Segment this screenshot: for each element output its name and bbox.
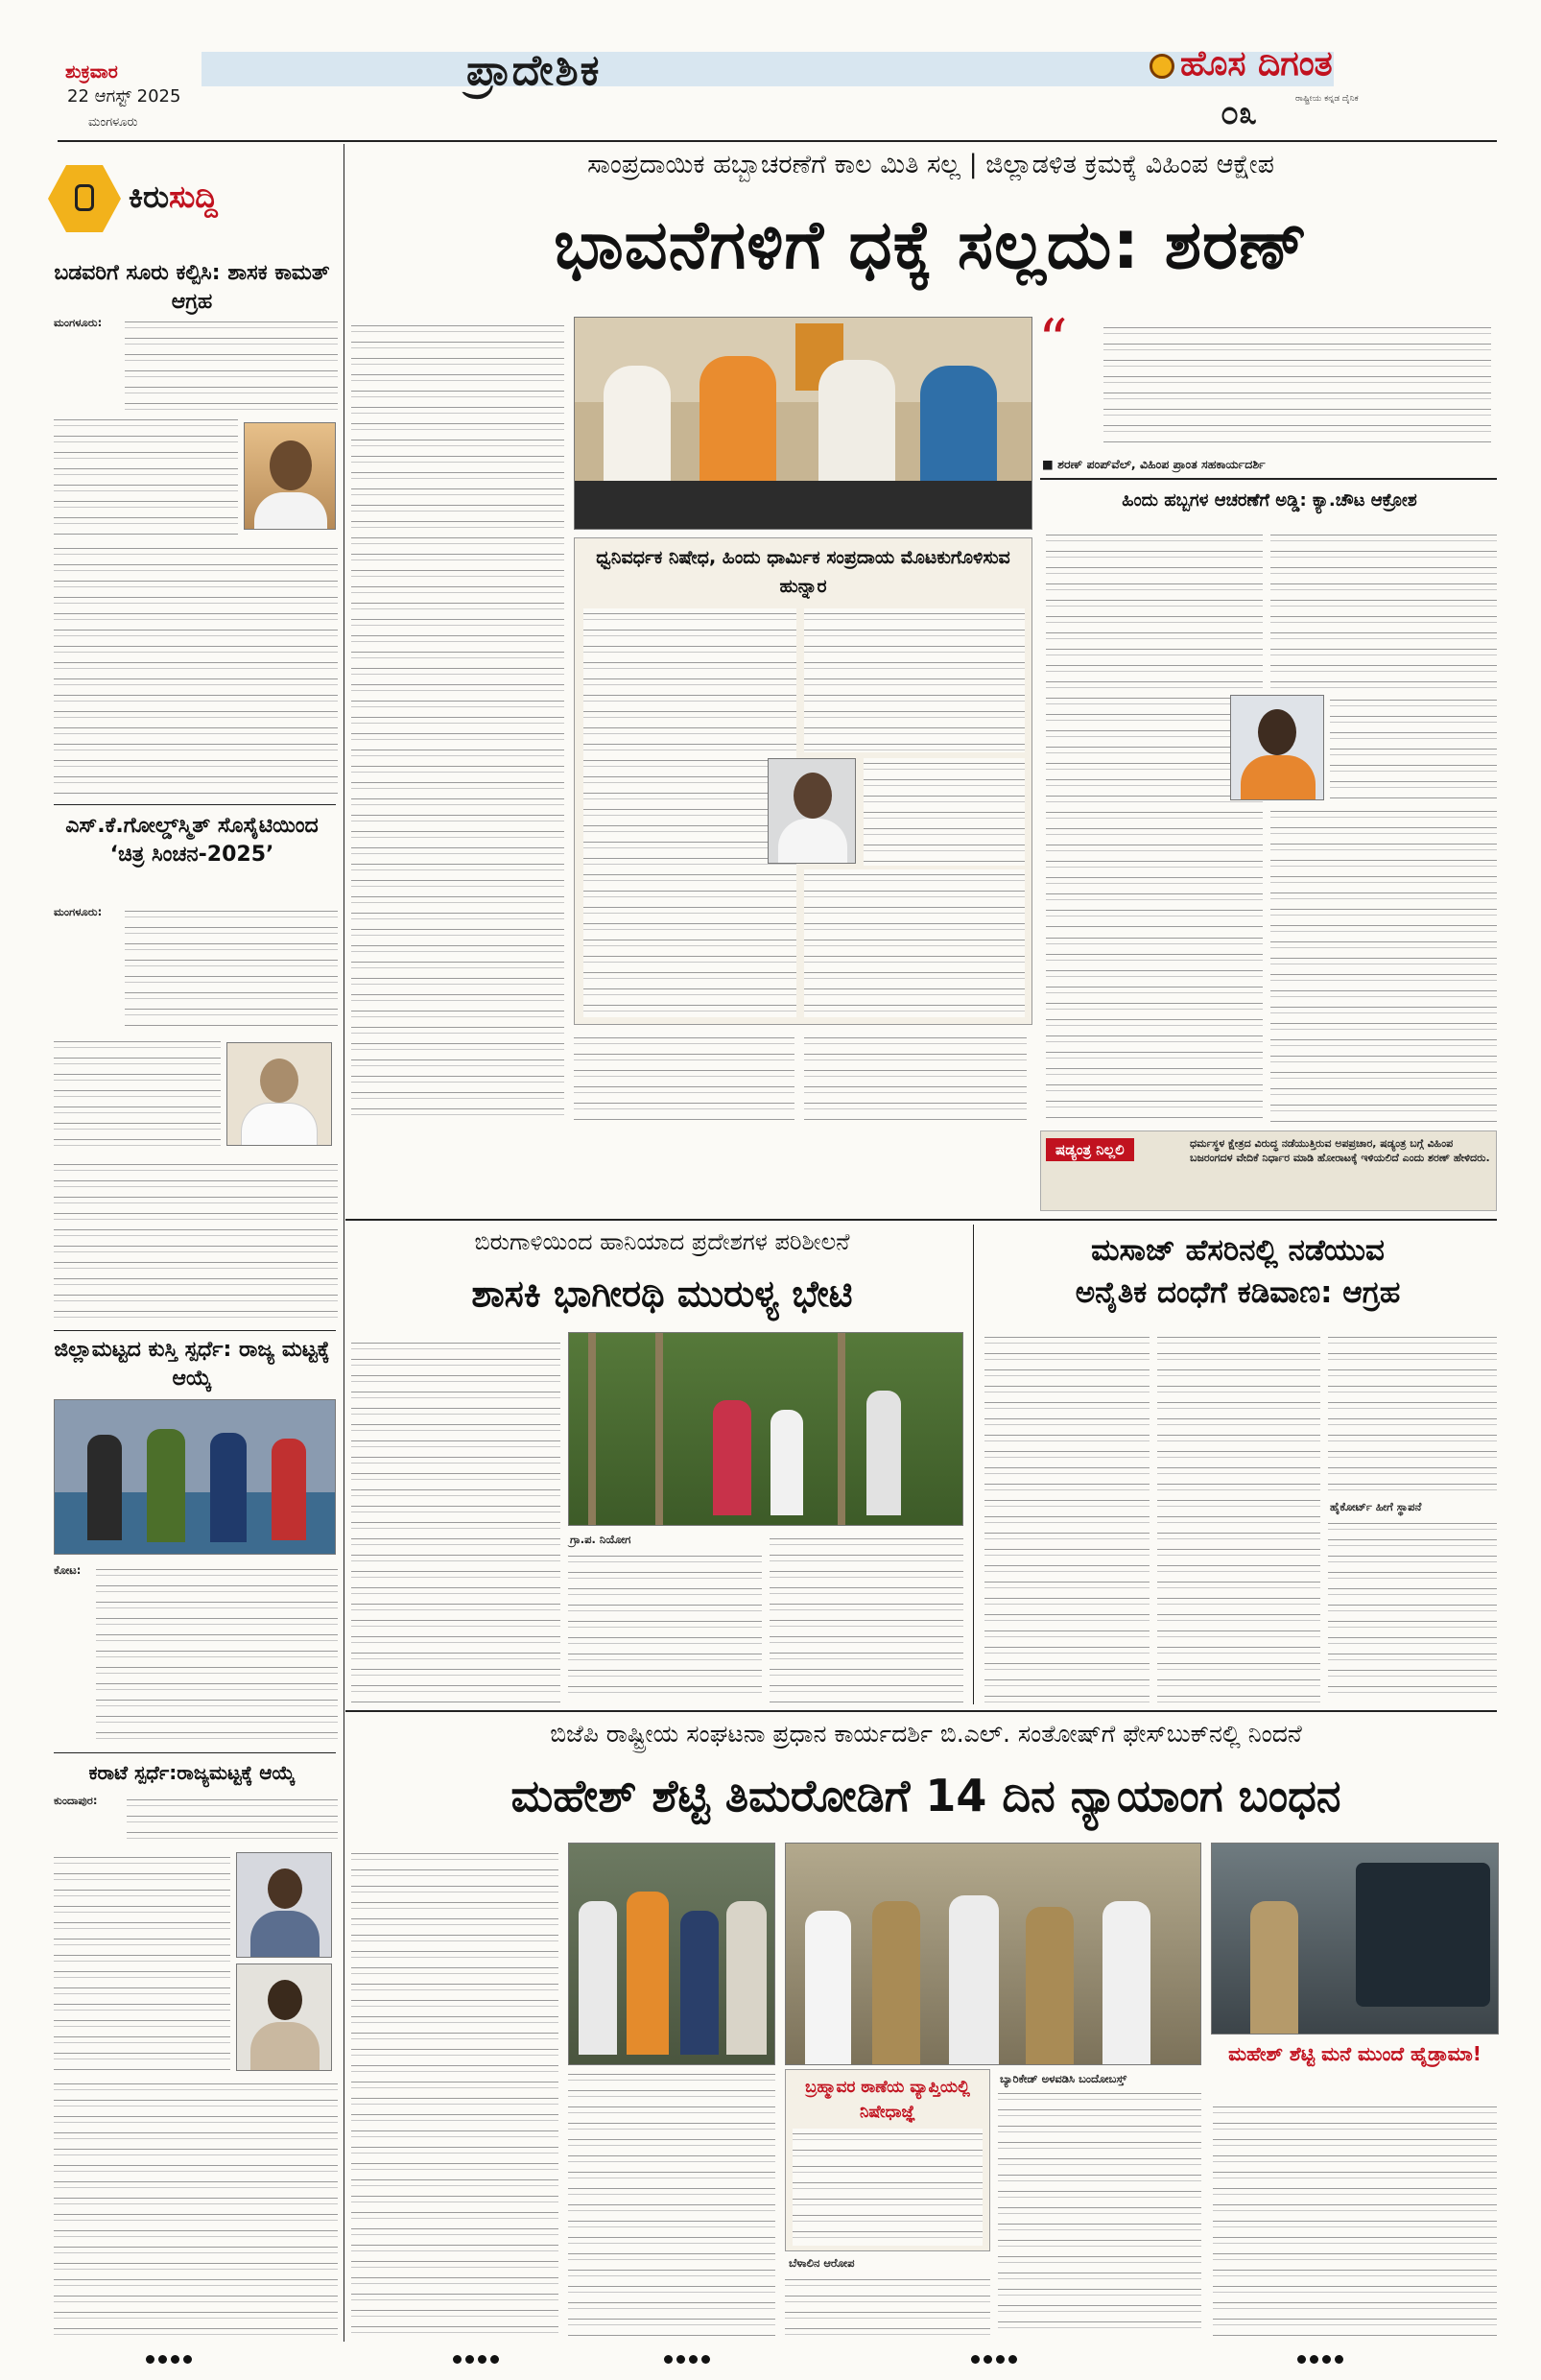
kirusuddi-label-b: ಸುದ್ದಿ	[169, 178, 218, 215]
story-left-headline: ಶಾಸಕಿ ಭಾಗೀರಥಿ ಮುರುಳ್ಯ ಭೇಟಿ	[471, 1273, 853, 1315]
police-van-photo	[1211, 1843, 1499, 2035]
story-right-col3b	[1328, 1518, 1497, 1702]
lead-body-col1	[351, 321, 564, 1123]
bottom-col1	[351, 1848, 558, 2336]
paper-tagline: ರಾಷ್ಟ್ರೀಯ ಕನ್ನಡ ದೈನಿಕ	[1295, 94, 1359, 104]
story-right-col1	[984, 1332, 1150, 1702]
header-rule	[58, 140, 1497, 142]
masthead	[0, 0, 1541, 142]
side-box-text	[1213, 2102, 1497, 2336]
lead-body-bottom-1	[574, 1033, 794, 1123]
brief-body-3	[96, 1564, 338, 1747]
inset-body-col2c	[804, 869, 1025, 1017]
brief-body-2b	[54, 1036, 221, 1155]
lead-headline: ಭಾವನೆಗಳಿಗೆ ಧಕ್ಕೆ ಸಲ್ಲದು: ಶರಣ್	[554, 205, 1308, 284]
protest-photo	[568, 1843, 775, 2065]
press-meet-photo	[574, 317, 1032, 530]
paper-name: ಹೊಸ ದಿಗಂತ	[1180, 44, 1333, 83]
person-photo-inset	[768, 758, 856, 864]
quote-text	[1103, 322, 1491, 447]
page-dots	[144, 2349, 1487, 2368]
kirusuddi-label-a: ಕಿರು	[129, 178, 170, 215]
logo-emblem-icon	[1150, 54, 1174, 79]
side-story-col2c	[1270, 806, 1497, 1123]
brahmavar-headline: ಬ್ರಹ್ಮಾವರ ಠಾಣೆಯ ವ್ಯಾಪ್ತಿಯಲ್ಲಿ ನಿಷೇಧಾಜ್ಞೆ	[805, 2078, 970, 2122]
lead-kicker: ಸಾಂಪ್ರದಾಯಿಕ ಹಬ್ಬಾಚರಣೆಗೆ ಕಾಲ ಮಿತಿ ಸಲ್ಲ | ಜಿಲ್ಲಾಡಳಿತ ಕ್ರಮಕ್ಕೆ ವಿಹಿಂಪ ಆಕ್ಷೇಪ	[587, 150, 1274, 179]
storm-damage-photo	[568, 1332, 963, 1526]
side-story-col2b	[1330, 695, 1497, 802]
bottom-kicker: ಬಿಜೆಪಿ ರಾಷ್ಟ್ರೀಯ ಸಂಘಟನಾ ಪ್ರಧಾನ ಕಾರ್ಯದರ್ಶಿ ಬಿ.ಎಲ್. ಸಂತೋಷ್‌ಗೆ ಫೇಸ್‌ಬುಕ್‌ನಲ್ಲಿ ನಿಂದನೆ	[550, 1720, 1302, 1748]
bottom-headline: ಮಹೇಶ್ ಶೆಟ್ಟಿ ತಿಮರೋಡಿಗೆ 14 ದಿನ ನ್ಯಾಯಾಂಗ ಬಂಧನ	[510, 1770, 1341, 1821]
padyantra-text: ಧರ್ಮಸ್ಥಳ ಕ್ಷೇತ್ರದ ವಿರುದ್ಧ ನಡೆಯುತ್ತಿರುವ ಅಪಪ್ರಚಾರ, ಷಡ್ಯಂತ್ರ ಬಗ್ಗೆ ವಿಹಿಂಪ ಬಜರಂಗದಳ ವೇದಿಕೆ ನಿರ್ಧಾರ ಮಾಡಿ ಹೋರಾಟಕ್ಕೆ ಇಳಿಯಲಿದೆ ಎಂದು ಶರಣ್ ಹೇಳಿದರು.	[1190, 1137, 1490, 1164]
story-left-subhead: ಗ್ರಾ.ಪ. ನಿಯೋಗ	[570, 1533, 631, 1546]
middle-bottom-rule	[345, 1710, 1497, 1712]
story-left-col3	[770, 1534, 963, 1702]
brief-dateline-3: ಕೋಟ:	[54, 1563, 82, 1577]
brief-body-4b	[54, 1852, 230, 2075]
side-story-headline: ಹಿಂದು ಹಬ್ಬಗಳ ಆಚರಣೆಗೆ ಅಡ್ಡಿ: ಕ್ಯಾ.ಚೌಟ ಆಕ್ರೋಶ	[1122, 490, 1417, 511]
story-right-col2	[1157, 1332, 1320, 1702]
police-crowd-photo	[785, 1843, 1201, 2065]
mp-photo	[1230, 695, 1324, 800]
story-left-col2	[568, 1551, 762, 1702]
bottom-col2	[568, 2069, 775, 2336]
page-number: ೦೩	[1221, 94, 1258, 132]
brief-dateline-4: ಕುಂದಾಪುರ:	[54, 1794, 98, 1807]
edition-day: ಶುಕ್ರವಾರ	[65, 61, 118, 83]
brief-body-2c	[54, 1159, 338, 1326]
side-story-col2a	[1270, 530, 1497, 691]
mla-photo	[244, 422, 336, 530]
edition-date: 22 ಆಗಸ್ಟ್ 2025	[67, 86, 181, 107]
brief-body-1b	[54, 415, 238, 537]
padyantra-label: ಷಡ್ಯಂತ್ರ ನಿಲ್ಲಲಿ	[1046, 1138, 1134, 1161]
inset-body-col2b	[864, 758, 1025, 866]
brief-dateline-2: ಮಂಗಳೂರು:	[54, 905, 103, 918]
quote-mark-icon: “	[1038, 307, 1068, 374]
edition-city: ಮಂಗಳೂರು	[88, 115, 138, 130]
bottom-col3	[785, 2274, 990, 2336]
brief-body-1c	[54, 543, 338, 798]
brief-headline-4: ಕರಾಟೆ ಸ್ಪರ್ಧೆ:ರಾಜ್ಯಮಟ್ಟಕ್ಕೆ ಆಯ್ಕೆ	[88, 1761, 296, 1784]
kirusuddi-badge	[48, 165, 336, 232]
bottom-subhead-3: ಬ್ಯಾರಿಕೇಡ್ ಅಳವಡಿಸಿ ಬಂದೋಬಸ್ತ್	[1000, 2072, 1127, 2085]
story-left-col1	[351, 1338, 560, 1702]
story-right-col3a	[1328, 1332, 1497, 1495]
brief-body-4c	[54, 2079, 338, 2338]
brief-body-2	[125, 906, 338, 1031]
section-title: ಪ್ರಾದೇಶಿಕ	[466, 46, 602, 95]
side-story-col1b	[1046, 933, 1263, 1123]
karate-student-photo-2	[236, 1964, 332, 2071]
brief-headline-1: ಬಡವರಿಗೆ ಸೂರು ಕಲ್ಪಿಸಿ: ಶಾಸಕ ಕಾಮತ್ ಆಗ್ರಹ	[54, 261, 330, 314]
inset-headline: ಧ್ವನಿವರ್ಧಕ ನಿಷೇಧ, ಹಿಂದು ಧಾರ್ಮಿಕ ಸಂಪ್ರದಾಯ ಮೊಟಕುಗೊಳಿಸುವ ಹುನ್ನಾರ	[596, 547, 1010, 597]
inset-body-col1	[583, 608, 796, 1017]
paper-logo	[1132, 42, 1516, 138]
quote-attribution: ■ ಶರಣ್ ಪಂಪ್‌ವೆಲ್, ವಿಹಿಂಪ ಪ್ರಾಂತ ಸಹಕಾರ್ಯದರ್ಶಿ	[1042, 457, 1266, 471]
bottom-col4	[998, 2088, 1201, 2336]
brahmavar-text	[793, 2129, 983, 2246]
middle-divider	[973, 1225, 974, 1704]
karate-student-photo-1	[236, 1852, 332, 1958]
brief-headline-3: ಜಿಲ್ಲಾಮಟ್ಟದ ಕುಸ್ತಿ ಸ್ಪರ್ಧೆ: ರಾಜ್ಯ ಮಟ್ಟಕ್ಕೆ ಆಯ್ಕೆ	[54, 1338, 330, 1391]
lead-body-bottom-2	[804, 1033, 1027, 1123]
brief-headline-2: ಎಸ್.ಕೆ.ಗೋಲ್ಡ್‌ಸ್ಮಿತ್ ಸೊಸೈಟಿಯಿಂದ ‘ಚಿತ್ರ ಸಿಂಚನ-2025’	[65, 814, 319, 867]
hand-icon	[48, 165, 121, 232]
story-left-kicker: ಬಿರುಗಾಳಿಯಿಂದ ಹಾನಿಯಾದ ಪ್ರದೇಶಗಳ ಪರಿಶೀಲನೆ	[474, 1228, 850, 1255]
side-box-headline: ಮಹೇಶ್ ಶೆಟ್ಟಿ ಮನೆ ಮುಂದೆ ಹೈಡ್ರಾಮಾ!	[1228, 2042, 1482, 2065]
bottom-subhead-2: ಬೆಳಾಲಿನ ಆರೋಪ	[789, 2256, 855, 2270]
story-right-subhead: ಹೈಕೋರ್ಟ್ ಹೀಗೆ ಸ್ಥಾಪನೆ	[1330, 1500, 1422, 1513]
guest-photo	[226, 1042, 332, 1146]
story-right-headline-1: ಮಸಾಜ್ ಹೆಸರಿನಲ್ಲಿ ನಡೆಯುವ	[1091, 1233, 1385, 1268]
brief-body-4	[127, 1795, 338, 1848]
lead-bottom-rule	[345, 1219, 1497, 1221]
wrestling-winners-photo	[54, 1399, 336, 1555]
brief-dateline-1: ಮಂಗಳೂರು:	[54, 316, 103, 329]
story-right-headline-2: ಅನೈತಿಕ ದಂಧೆಗೆ ಕಡಿವಾಣ: ಆಗ್ರಹ	[1075, 1275, 1401, 1310]
brief-body-1	[125, 317, 338, 413]
inset-body-col2a	[804, 608, 1025, 752]
